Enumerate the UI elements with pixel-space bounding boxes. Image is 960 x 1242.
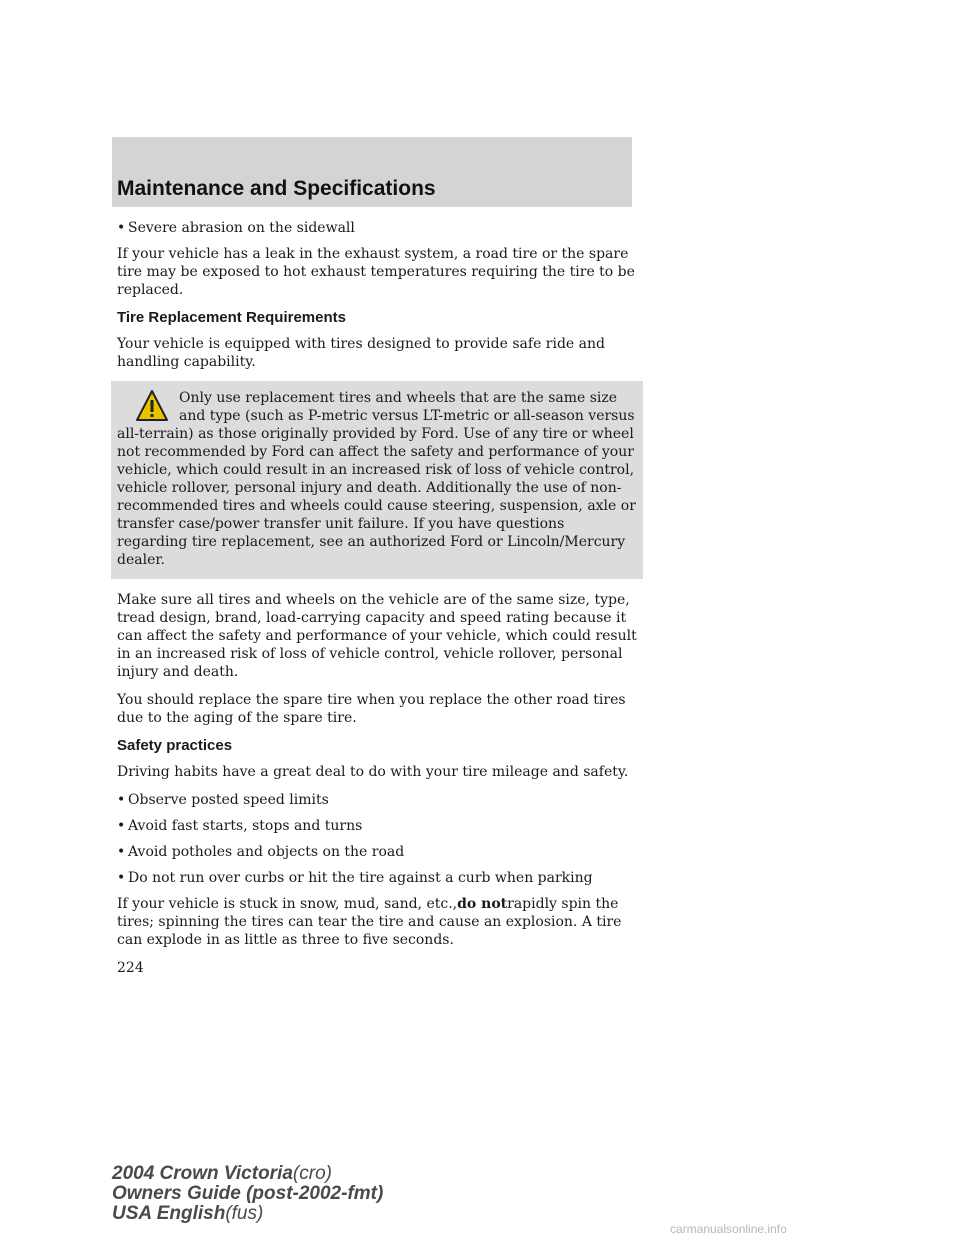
heading-safety-practices: Safety practices [117,737,233,754]
paragraph-make-sure: Make sure all tires and wheels on the vehicle are of the same size, type, tread design, brand, load-carrying capacity and speed rating because it can affect the safety and performance of your vehicle, which could result in an increased risk of loss of vehicle control, vehicle rollover, personal injury and death. [117,592,637,680]
page-number: 224 [117,960,144,976]
bullet-item [117,817,637,835]
section-title: Maintenance and Specifications [117,177,436,200]
warning-triangle-icon [135,389,169,423]
footer-model-code: (cro) [292,1163,332,1184]
bullet-item [117,843,637,861]
footer-line-2 [112,1184,383,1204]
footer-line-1 [112,1164,383,1184]
heading-tire-replacement: Tire Replacement Requirements [117,309,346,326]
document-footer [112,1164,383,1224]
stuck-text-start: If your vehicle is stuck in snow, mud, sand, etc., [117,896,458,912]
paragraph-exhaust: If your vehicle has a leak in the exhaust system, a road tire or the spare tire may be exposed to hot exhaust temperatures requiring the tire to be replaced. [117,246,635,298]
footer-language: USA English [112,1203,226,1224]
paragraph-stuck [117,895,637,949]
paragraph-habits: Driving habits have a great deal to do with your tire mileage and safety. [117,764,629,780]
bullet-item [117,869,637,887]
bullet-item [117,791,637,809]
footer-language-code: (fus) [225,1203,264,1224]
bullet-text: Avoid potholes and objects on the road [128,844,405,860]
bullet-icon: • [117,870,126,886]
bullet-item [117,219,637,237]
page-content [117,219,637,977]
bullet-icon: • [117,844,126,860]
footer-guide: Owners Guide (post-2002-fmt) [112,1183,384,1204]
paragraph-spare: You should replace the spare tire when you replace the other road tires due to the aging of the spare tire. [117,692,626,726]
bullet-text: Observe posted speed limits [128,792,329,808]
section-header [112,137,632,207]
footer-model: 2004 Crown Victoria [112,1163,293,1184]
bullet-text: Avoid fast starts, stops and turns [128,818,363,834]
bullet-icon: • [117,818,126,834]
bullet-icon: • [117,220,126,236]
bullet-text: Severe abrasion on the sidewall [128,220,355,236]
bullet-text: Do not run over curbs or hit the tire against a curb when parking [128,870,593,886]
watermark: carmanualsonline.info [670,1222,787,1236]
warning-text: Only use replacement tires and wheels that are the same size and type (such as P-metric versus LT-metric or all-season versus all-terrain) as those originally provided by Ford. Use of any tire or wheel not recommended by Ford can affect the safety and performance of your vehicle, which could result in an increased risk of loss of vehicle control, vehicle rollover, personal injury and death. Additionally the use of non-recommended tires and wheels could cause steering, suspension, axle or transfer case/power transfer unit failure. If you have questions regarding tire replacement, see an authorized Ford or Lincoln/Mercury dealer. [117,390,636,568]
footer-line-3 [112,1204,383,1224]
stuck-text-emphasis: do not [457,896,508,912]
warning-box [111,381,643,579]
bullet-icon: • [117,792,126,808]
stuck-text-end: rapidly spin the tires; spinning the tires can tear the tire and cause an explosion. A tire can explode in as little as three to five seconds. [117,896,622,948]
paragraph-equipped: Your vehicle is equipped with tires designed to provide safe ride and handling capability. [117,336,605,370]
